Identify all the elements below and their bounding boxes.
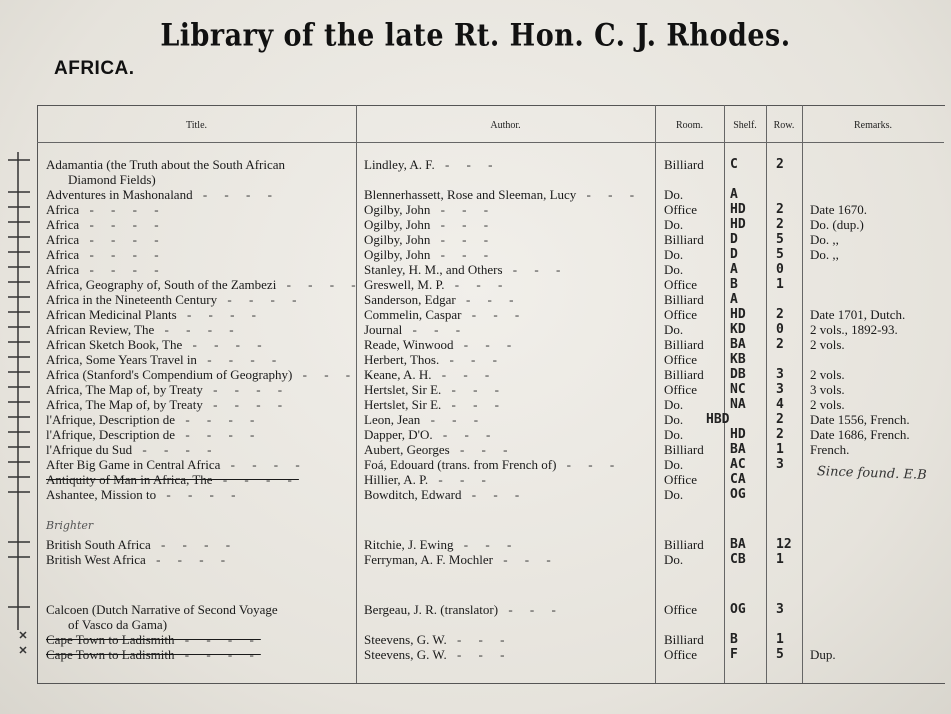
row-title-continued: of Vasco da Gama) bbox=[68, 617, 168, 632]
row-room: Billiard bbox=[664, 537, 704, 552]
row-author: Ogilby, John - - - bbox=[364, 247, 496, 262]
row-remarks: 2 vols. bbox=[810, 337, 845, 352]
row-shelf: HBD bbox=[706, 412, 730, 427]
row-room: Do. bbox=[664, 397, 684, 412]
row-shelf: OG bbox=[730, 487, 746, 502]
row-shelf: AC bbox=[730, 457, 746, 472]
row-author: Sanderson, Edgar - - - bbox=[364, 292, 521, 307]
row-row: 3 bbox=[776, 457, 784, 472]
row-shelf: A bbox=[730, 292, 738, 307]
row-shelf: D bbox=[730, 247, 738, 262]
column-divider bbox=[655, 105, 656, 683]
row-row: 0 bbox=[776, 262, 784, 277]
row-remarks: Do. ,, bbox=[810, 232, 839, 247]
row-room: Billiard bbox=[664, 367, 704, 382]
row-row: 2 bbox=[776, 427, 784, 442]
row-row: 5 bbox=[776, 647, 784, 662]
row-remarks: Date 1701, Dutch. bbox=[810, 307, 906, 322]
row-shelf: CB bbox=[730, 552, 746, 567]
section-heading: AFRICA. bbox=[54, 58, 135, 79]
row-title: Africa - - - - bbox=[46, 217, 166, 232]
row-remarks: French. bbox=[810, 442, 850, 457]
row-row: 5 bbox=[776, 247, 784, 262]
row-remarks: 3 vols. bbox=[810, 382, 845, 397]
row-shelf: HD bbox=[730, 307, 746, 322]
row-title: Africa, Some Years Travel in - - - - bbox=[46, 352, 284, 367]
handwritten-note: Since found. E.B bbox=[816, 464, 927, 483]
row-shelf: B bbox=[730, 277, 738, 292]
row-room: Do. bbox=[664, 552, 684, 567]
row-room: Office bbox=[664, 647, 697, 662]
column-divider bbox=[356, 105, 357, 683]
row-room: Billiard bbox=[664, 632, 704, 647]
row-row: 3 bbox=[776, 367, 784, 382]
row-title: l'Afrique, Description de - - - - bbox=[46, 412, 262, 427]
row-title: After Big Game in Central Africa - - - - bbox=[46, 457, 307, 472]
row-title: Africa - - - - bbox=[46, 247, 166, 262]
col-header-shelf: Shelf. bbox=[733, 120, 757, 131]
row-room: Do. bbox=[664, 487, 684, 502]
row-shelf: B bbox=[730, 632, 738, 647]
row-title: Adventures in Mashonaland - - - - bbox=[46, 187, 279, 202]
row-title: Cape Town to Ladismith - - - - bbox=[46, 632, 261, 647]
row-shelf: A bbox=[730, 262, 738, 277]
row-author: Foá, Edouard (trans. from French of) - - - bbox=[364, 457, 622, 472]
col-header-author: Author. bbox=[490, 120, 521, 131]
row-row: 2 bbox=[776, 157, 784, 172]
row-title: African Review, The - - - - bbox=[46, 322, 241, 337]
handwritten-margin-note: Brighter bbox=[46, 519, 94, 532]
row-title: l'Afrique, Description de - - - - bbox=[46, 427, 262, 442]
row-room: Office bbox=[664, 277, 697, 292]
row-remarks: Date 1686, French. bbox=[810, 427, 910, 442]
page-title: Library of the late Rt. Hon. C. J. Rhodes. bbox=[160, 17, 791, 54]
column-divider bbox=[766, 105, 767, 683]
row-title: Antiquity of Man in Africa, The - - - - bbox=[46, 472, 299, 487]
margin-tick-marks bbox=[0, 150, 36, 670]
row-shelf: HD bbox=[730, 202, 746, 217]
row-remarks: 2 vols., 1892-93. bbox=[810, 322, 898, 337]
row-author: Ogilby, John - - - bbox=[364, 217, 496, 232]
row-room: Office bbox=[664, 472, 697, 487]
row-author: Keane, A. H. - - - bbox=[364, 367, 497, 382]
col-header-title: Title. bbox=[185, 120, 208, 131]
row-row: 2 bbox=[776, 307, 784, 322]
row-row: 2 bbox=[776, 202, 784, 217]
row-shelf: OG bbox=[730, 602, 746, 617]
row-shelf: BA bbox=[730, 537, 746, 552]
header-rule bbox=[37, 142, 944, 143]
row-row: 1 bbox=[776, 632, 784, 647]
row-shelf: KB bbox=[730, 352, 746, 367]
row-row: 3 bbox=[776, 602, 784, 617]
row-author: Bergeau, J. R. (translator) - - - bbox=[364, 602, 563, 617]
row-author: Hertslet, Sir E. - - - bbox=[364, 382, 507, 397]
row-title: Africa in the Nineteenth Century - - - - bbox=[46, 292, 304, 307]
row-title: Africa (Stanford's Compendium of Geography) - - - - bbox=[46, 367, 379, 382]
row-room: Office bbox=[664, 602, 697, 617]
row-room: Billiard bbox=[664, 292, 704, 307]
row-title: African Medicinal Plants - - - - bbox=[46, 307, 264, 322]
row-author: Ferryman, A. F. Mochler - - - bbox=[364, 552, 558, 567]
row-title: African Sketch Book, The - - - - bbox=[46, 337, 269, 352]
row-author: Bowditch, Edward - - - bbox=[364, 487, 527, 502]
row-remarks: Date 1670. bbox=[810, 202, 868, 217]
row-author: Lindley, A. F. - - - bbox=[364, 157, 500, 172]
column-divider bbox=[802, 105, 803, 683]
row-row: 2 bbox=[776, 217, 784, 232]
row-author: Hertslet, Sir E. - - - bbox=[364, 397, 507, 412]
row-row: 1 bbox=[776, 552, 784, 567]
row-author: Leon, Jean - - - bbox=[364, 412, 486, 427]
col-header-room: Room. bbox=[676, 120, 703, 131]
row-author: Steevens, G. W. - - - bbox=[364, 632, 512, 647]
row-room: Do. bbox=[664, 247, 684, 262]
row-remarks: Do. ,, bbox=[810, 247, 839, 262]
row-room: Office bbox=[664, 352, 697, 367]
row-author: Greswell, M. P. - - - bbox=[364, 277, 510, 292]
row-remarks: 2 vols. bbox=[810, 367, 845, 382]
row-room: Office bbox=[664, 307, 697, 322]
row-title: Cape Town to Ladismith - - - - bbox=[46, 647, 261, 662]
row-author: Dapper, D'O. - - - bbox=[364, 427, 498, 442]
row-shelf: DB bbox=[730, 367, 746, 382]
col-header-row: Row. bbox=[773, 120, 795, 131]
row-author: Journal - - - bbox=[364, 322, 468, 337]
row-row: 2 bbox=[776, 412, 784, 427]
row-row: 0 bbox=[776, 322, 784, 337]
row-shelf: NA bbox=[730, 397, 746, 412]
row-room: Do. bbox=[664, 457, 684, 472]
row-author: Steevens, G. W. - - - bbox=[364, 647, 512, 662]
row-title: Africa - - - - bbox=[46, 232, 166, 247]
row-author: Stanley, H. M., and Others - - - bbox=[364, 262, 568, 277]
row-author: Ritchie, J. Ewing - - - bbox=[364, 537, 519, 552]
row-shelf: BA bbox=[730, 442, 746, 457]
row-title: Africa, The Map of, by Treaty - - - - bbox=[46, 397, 290, 412]
row-title-continued: Diamond Fields) bbox=[68, 172, 156, 187]
row-author: Herbert, Thos. - - - bbox=[364, 352, 504, 367]
row-shelf: BA bbox=[730, 337, 746, 352]
row-title: Africa, The Map of, by Treaty - - - - bbox=[46, 382, 290, 397]
row-title: Africa - - - - bbox=[46, 202, 166, 217]
row-author: Commelin, Caspar - - - bbox=[364, 307, 527, 322]
row-room: Do. bbox=[664, 322, 684, 337]
row-title: British South Africa - - - - bbox=[46, 537, 238, 552]
row-title: Adamantia (the Truth about the South African bbox=[46, 157, 286, 172]
row-remarks: Date 1556, French. bbox=[810, 412, 910, 427]
row-shelf: NC bbox=[730, 382, 746, 397]
row-shelf: HD bbox=[730, 217, 746, 232]
row-shelf: A bbox=[730, 187, 738, 202]
row-title: Africa - - - - bbox=[46, 262, 166, 277]
row-shelf: C bbox=[730, 157, 738, 172]
row-room: Do. bbox=[664, 217, 684, 232]
row-row: 4 bbox=[776, 397, 784, 412]
row-room: Do. bbox=[664, 412, 684, 427]
row-remarks: Dup. bbox=[810, 647, 836, 662]
row-row: 3 bbox=[776, 382, 784, 397]
row-shelf: D bbox=[730, 232, 738, 247]
row-author: Reade, Winwood - - - bbox=[364, 337, 519, 352]
row-room: Billiard bbox=[664, 232, 704, 247]
row-row: 12 bbox=[776, 537, 792, 552]
row-room: Do. bbox=[664, 262, 684, 277]
row-title: Ashantee, Mission to - - - - bbox=[46, 487, 243, 502]
row-room: Office bbox=[664, 202, 697, 217]
row-author: Aubert, Georges - - - bbox=[364, 442, 515, 457]
row-room: Billiard bbox=[664, 442, 704, 457]
row-remarks: Do. (dup.) bbox=[810, 217, 864, 232]
row-room: Office bbox=[664, 382, 697, 397]
col-header-remarks: Remarks. bbox=[853, 120, 893, 131]
row-author: Hillier, A. P. - - - bbox=[364, 472, 493, 487]
row-author: Ogilby, John - - - bbox=[364, 232, 496, 247]
row-room: Billiard bbox=[664, 157, 704, 172]
row-row: 5 bbox=[776, 232, 784, 247]
row-title: British West Africa - - - - bbox=[46, 552, 233, 567]
row-room: Do. bbox=[664, 427, 684, 442]
row-row: 1 bbox=[776, 277, 784, 292]
row-title: l'Afrique du Sud - - - - bbox=[46, 442, 219, 457]
row-remarks: 2 vols. bbox=[810, 397, 845, 412]
row-shelf: KD bbox=[730, 322, 746, 337]
row-shelf: HD bbox=[730, 427, 746, 442]
row-room: Do. bbox=[664, 187, 684, 202]
row-author: Ogilby, John - - - bbox=[364, 202, 496, 217]
row-row: 2 bbox=[776, 337, 784, 352]
row-shelf: F bbox=[730, 647, 738, 662]
row-shelf: CA bbox=[730, 472, 746, 487]
column-divider bbox=[724, 105, 725, 683]
row-title: Africa, Geography of, South of the Zambezi - - - - bbox=[46, 277, 363, 292]
row-title: Calcoen (Dutch Narrative of Second Voyage bbox=[46, 602, 278, 617]
row-author: Blennerhassett, Rose and Sleeman, Lucy - - - bbox=[364, 187, 642, 202]
row-room: Billiard bbox=[664, 337, 704, 352]
row-row: 1 bbox=[776, 442, 784, 457]
